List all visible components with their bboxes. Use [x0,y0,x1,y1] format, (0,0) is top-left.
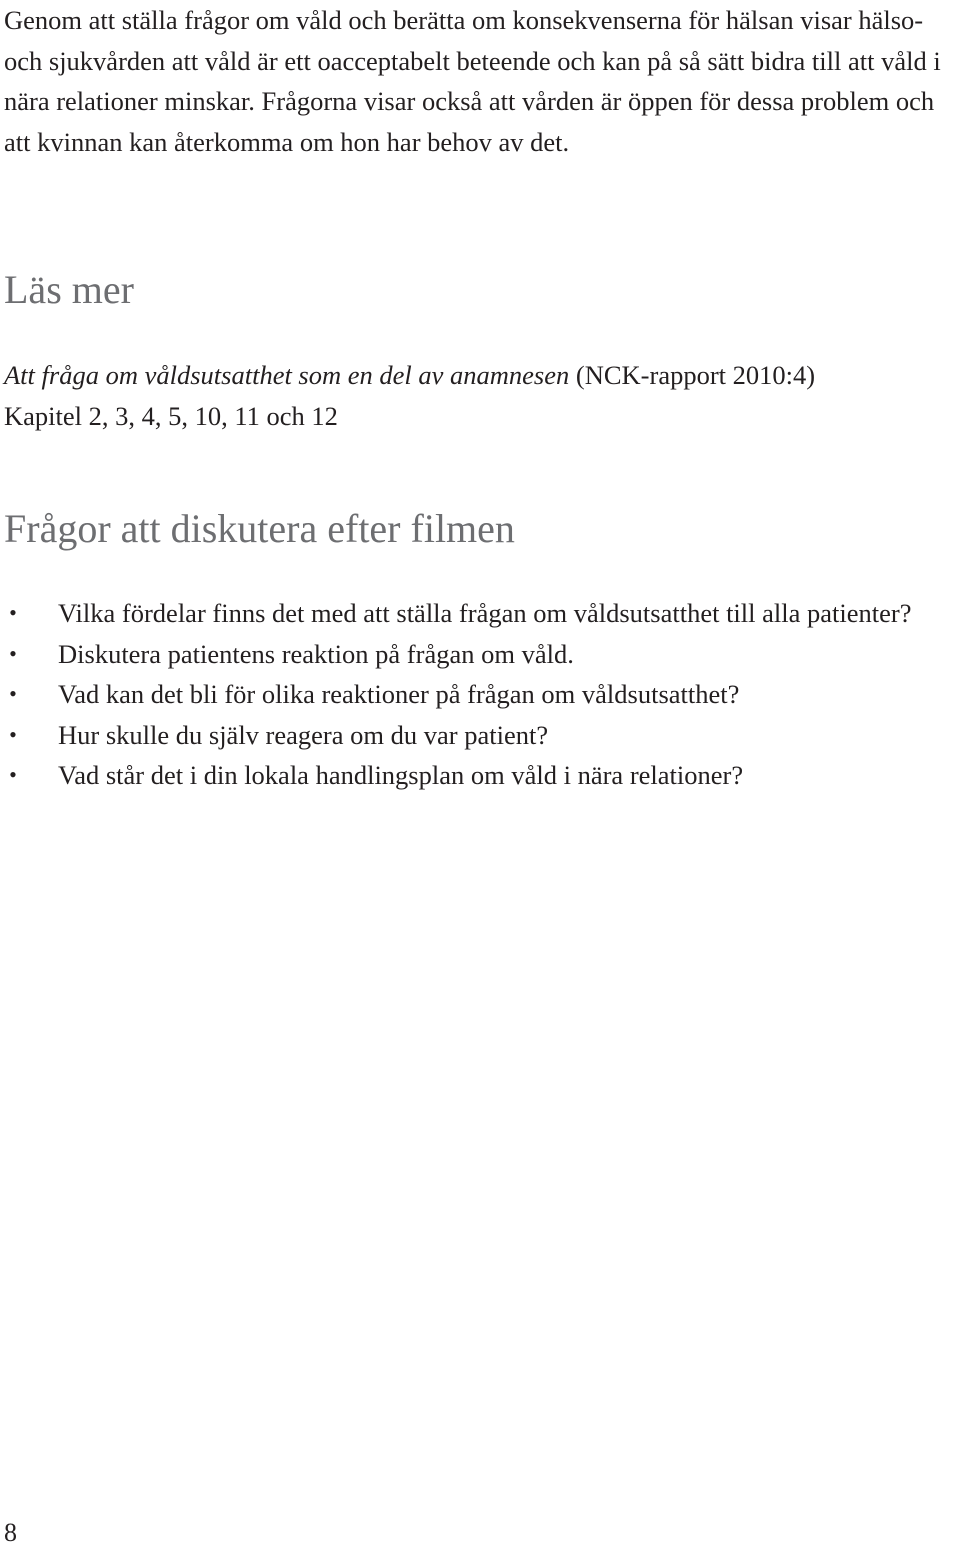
read-more-heading: Läs mer [4,267,134,312]
intro-paragraph: Genom att ställa frågor om våld och berätta om konsekvenserna för hälsan visar hälso- och sjukvården att våld är ett oacceptabelt beteende och kan på så sätt bidra till att våld i nära relationer minskar. Frågorna visar också att vården är öppen för dessa problem och att kvinnan kan återkomma om hon har behov av det. [4,5,941,157]
bullet-icon: • [9,762,17,787]
question-text: Hur skulle du själv reagera om du var patient? [58,719,549,750]
discussion-question [0,634,960,675]
reference-title: Att fråga om våldsutsatthet som en del av anamnesen [4,360,570,390]
page-number: 8 [4,1518,17,1547]
discussion-question-list [0,593,960,796]
bullet-icon: • [9,600,17,625]
discussion-question [0,715,960,756]
question-text: Vad står det i din lokala handlingsplan om våld i nära relationer? [58,760,744,790]
reference-block [4,355,960,436]
question-text: Vilka fördelar finns det med att ställa frågan om våldsutsatthet till alla patienter? [58,598,912,628]
discussion-question [0,593,960,634]
reference-source: (NCK-rapport 2010:4) [569,360,816,390]
bullet-icon: • [9,681,17,706]
bullet-icon: • [9,640,17,666]
bullet-icon: • [9,721,17,747]
question-text: Diskutera patientens reaktion på frågan om våld. [58,638,574,669]
discussion-question [0,674,960,715]
discussion-heading: Frågor att diskutera efter filmen [4,506,515,551]
discussion-question [0,755,960,796]
reference-chapters: Kapitel 2, 3, 4, 5, 10, 11 och 12 [4,400,338,431]
question-text: Vad kan det bli för olika reaktioner på frågan om våldsutsatthet? [58,679,740,709]
